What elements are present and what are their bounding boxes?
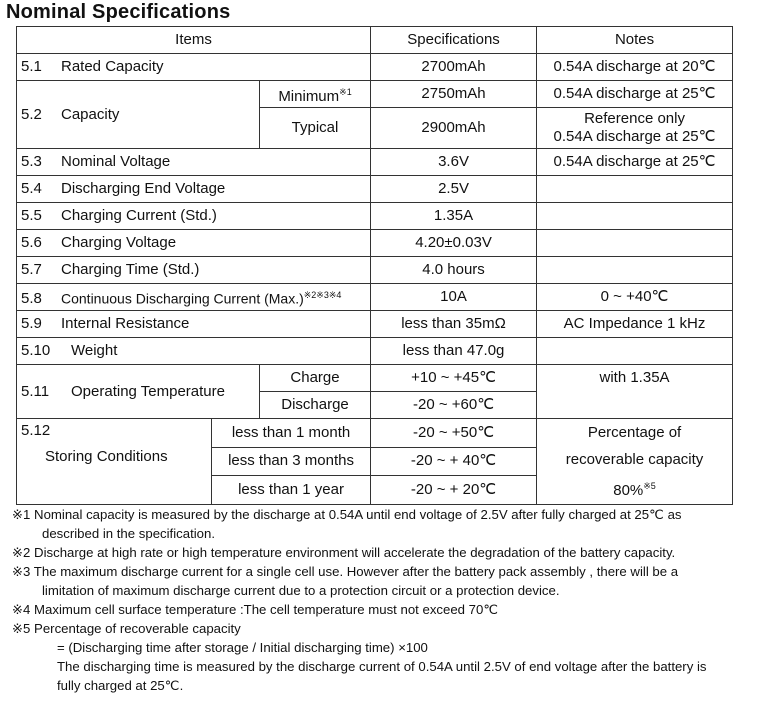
- header-specifications: Specifications: [371, 27, 537, 54]
- table-row: [17, 54, 733, 81]
- footnote-5-formula: = (Discharging time after storage / Initial discharging time) ×100: [57, 640, 428, 655]
- row-spec: 4.20±0.03V: [371, 230, 537, 257]
- row-number: 5.7: [21, 261, 42, 278]
- row-note: [537, 230, 733, 257]
- row-number: 5.3: [21, 153, 42, 170]
- page-title: Nominal Specifications: [6, 1, 231, 23]
- table-row: [17, 230, 733, 257]
- row-note: [537, 257, 733, 284]
- specifications-table: [16, 26, 733, 505]
- row-note: 0 ~ +40℃: [537, 284, 733, 311]
- footnote-1-cont: described in the specification.: [42, 526, 216, 541]
- footnote-5-desc: The discharging time is measured by the discharge current of 0.54A until 2.5V of end voltage after the battery is: [57, 659, 707, 674]
- row-spec: 2700mAh: [371, 54, 537, 81]
- row-label: Capacity: [61, 105, 120, 123]
- row-label: Continuous Discharging Current (Max.): [61, 290, 304, 307]
- footnotes: [12, 505, 748, 695]
- row-note: 0.54A discharge at 25℃: [537, 149, 733, 176]
- row-spec: 2900mAh: [371, 108, 537, 149]
- table-row: [17, 257, 733, 284]
- row-spec: 3.6V: [371, 149, 537, 176]
- table-row: [17, 338, 733, 365]
- sub-label: Typical: [260, 108, 371, 149]
- row-label: Charging Time (Std.): [61, 261, 200, 278]
- row-label: Discharging End Voltage: [61, 180, 226, 197]
- row-number: 5.5: [21, 207, 42, 224]
- table-row: [17, 176, 733, 203]
- table-row: [17, 149, 733, 176]
- row-note: [537, 338, 733, 365]
- row-spec: 10A: [371, 284, 537, 311]
- row-label: Charging Voltage: [61, 234, 177, 251]
- table-row: [17, 284, 733, 311]
- footnote-mark: ※5: [643, 481, 656, 491]
- row-number: 5.6: [21, 234, 42, 251]
- table-row: [17, 365, 733, 392]
- row-label: Nominal Voltage: [61, 153, 171, 170]
- sub-label: Minimum: [278, 87, 340, 105]
- row-note: 0.54A discharge at 25℃: [537, 81, 733, 108]
- footnote-1: ※1 Nominal capacity is measured by the discharge at 0.54A until end voltage of 2.5V after fully charged at 25℃ as: [12, 507, 682, 522]
- header-items: Items: [17, 27, 371, 54]
- table-row: [17, 81, 733, 108]
- row-spec: less than 35mΩ: [371, 311, 537, 338]
- row-label: Storing Conditions: [45, 448, 168, 465]
- sub-label: less than 1 month: [212, 419, 371, 448]
- row-note: 0.54A discharge at 25℃: [553, 128, 716, 145]
- row-spec: -20 ~ +50℃: [371, 419, 537, 448]
- row-number: 5.9: [21, 315, 42, 332]
- row-note: Reference only: [584, 110, 685, 127]
- row-note: with 1.35A: [537, 365, 733, 419]
- sub-label: less than 3 months: [212, 447, 371, 476]
- row-note: [537, 203, 733, 230]
- row-note: AC Impedance 1 kHz: [537, 311, 733, 338]
- row-spec: +10 ~ +45℃: [371, 365, 537, 392]
- footnote-5-desc-cont: fully charged at 25℃.: [57, 678, 184, 693]
- row-note: [537, 176, 733, 203]
- row-spec: 4.0 hours: [371, 257, 537, 284]
- table-header-row: [17, 27, 733, 54]
- row-label: Operating Temperature: [71, 382, 225, 400]
- row-note: 80%: [613, 482, 644, 499]
- row-number: 5.2: [21, 105, 42, 123]
- table-row: [17, 419, 733, 448]
- row-number: 5.4: [21, 180, 42, 197]
- footnote-3: ※3 The maximum discharge current for a single cell use. However after the battery pack assembly , there will be a: [12, 564, 679, 579]
- row-number: 5.11: [21, 382, 50, 400]
- row-spec: -20 ~ + 40℃: [371, 447, 537, 476]
- footnote-4: ※4 Maximum cell surface temperature :The cell temperature must not exceed 70℃: [12, 602, 499, 617]
- row-label: Charging Current (Std.): [61, 207, 217, 224]
- row-number: 5.8: [21, 290, 42, 308]
- sub-label: Discharge: [260, 392, 371, 419]
- sub-label: less than 1 year: [212, 476, 371, 505]
- row-spec: -20 ~ +60℃: [371, 392, 537, 419]
- row-note: 0.54A discharge at 20℃: [537, 54, 733, 81]
- row-spec: 2750mAh: [371, 81, 537, 108]
- sub-label: Charge: [260, 365, 371, 392]
- footnote-2: ※2 Discharge at high rate or high temperature environment will accelerate the degradation of the battery capacity.: [12, 545, 676, 560]
- row-label: Weight: [71, 342, 118, 359]
- row-note: recoverable capacity: [565, 451, 704, 468]
- footnote-5: ※5 Percentage of recoverable capacity: [12, 621, 241, 636]
- table-row: [17, 203, 733, 230]
- footnote-3-cont: limitation of maximum discharge current due to a protection circuit or a protection device.: [42, 583, 560, 598]
- row-number: 5.10: [21, 342, 51, 359]
- row-number: 5.1: [21, 58, 42, 75]
- row-spec: 1.35A: [371, 203, 537, 230]
- row-number: 5.12: [21, 422, 51, 439]
- row-spec: 2.5V: [371, 176, 537, 203]
- row-note: Percentage of: [587, 424, 682, 441]
- header-notes: Notes: [537, 27, 733, 54]
- row-label: Internal Resistance: [61, 315, 190, 332]
- row-spec: less than 47.0g: [371, 338, 537, 365]
- row-spec: -20 ~ + 20℃: [371, 476, 537, 505]
- footnote-mark: ※1: [339, 86, 352, 97]
- table-row: [17, 311, 733, 338]
- footnote-mark: ※2※3※4: [303, 289, 342, 300]
- row-label: Rated Capacity: [61, 58, 164, 75]
